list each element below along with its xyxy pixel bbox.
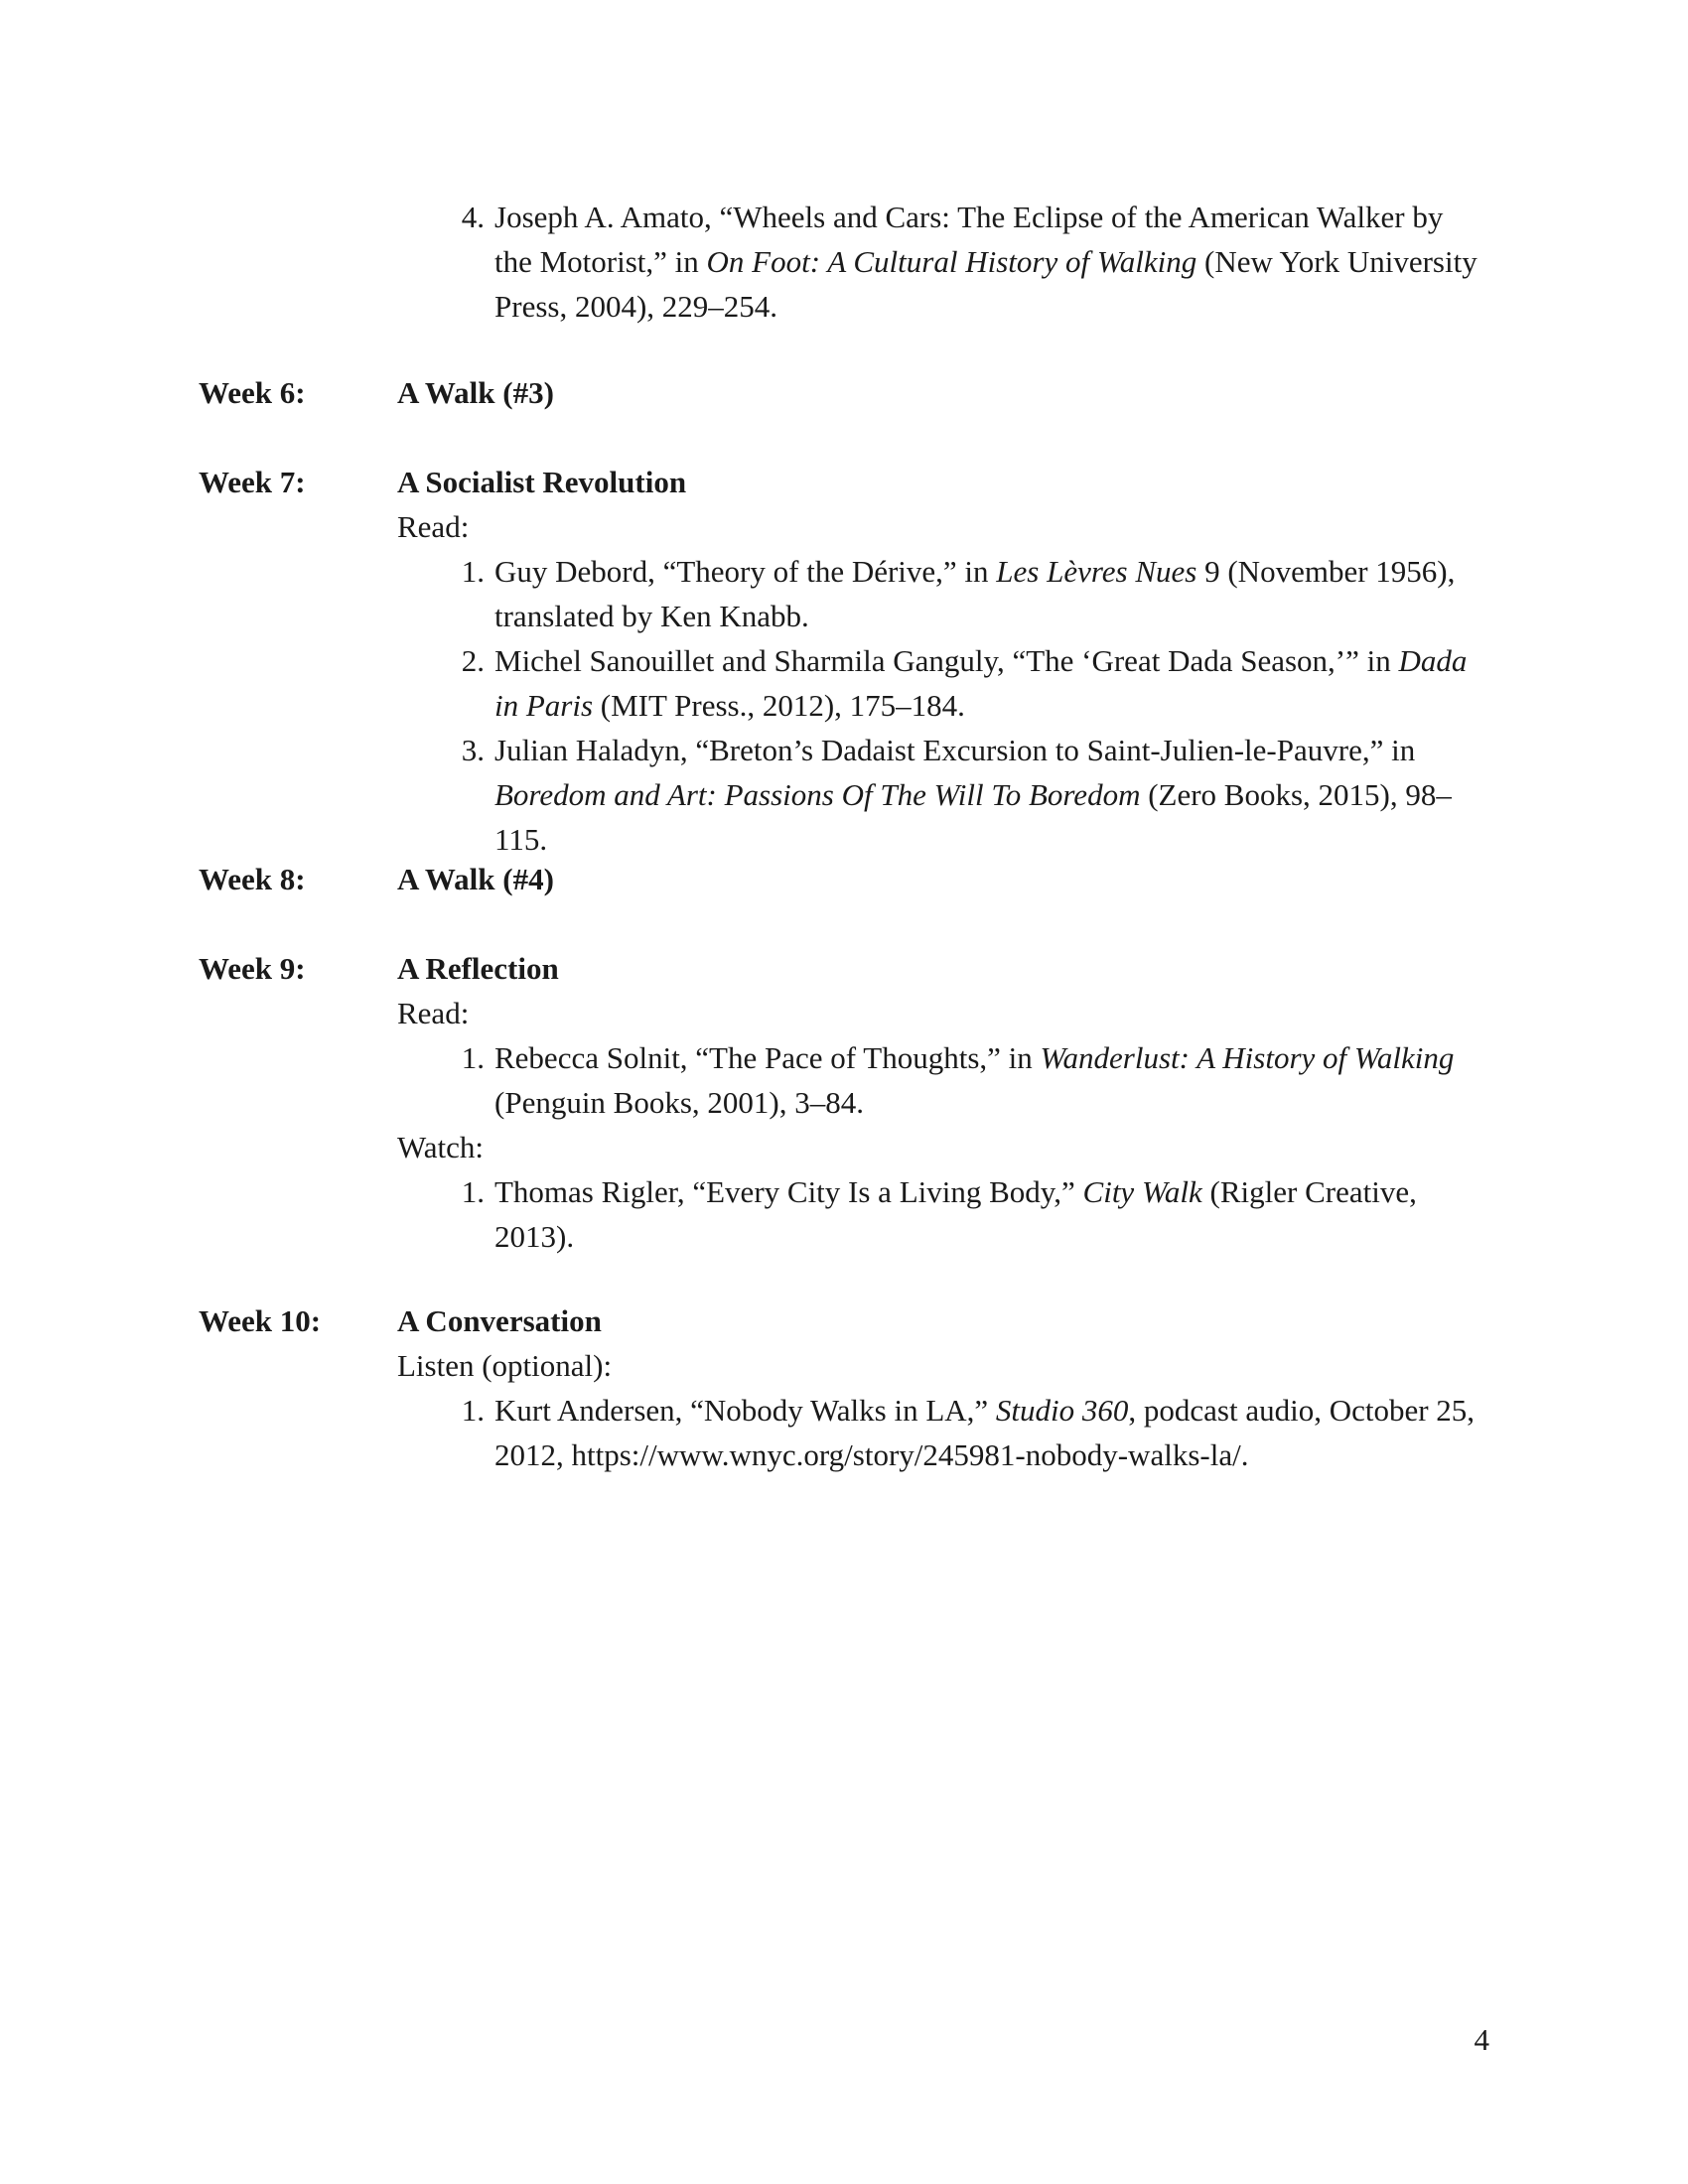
read-label: Read: (397, 996, 470, 1030)
week-9-title: A Reflection (397, 951, 559, 986)
list-number: 1. (461, 1040, 485, 1075)
reading-item (461, 638, 1487, 728)
citation-title: Wanderlust: A History of Walking (1040, 1040, 1455, 1075)
citation-text: Kurt Andersen, “Nobody Walks in LA,” (494, 1393, 996, 1428)
citation-text: (MIT Press., 2012), 175–184. (593, 688, 965, 723)
citation-text: (New York University Press, 2004), 229–254. (494, 244, 1477, 324)
list-number: 2. (461, 643, 485, 678)
list-number: 1. (461, 1174, 485, 1209)
reading-item (461, 195, 1487, 329)
list-number: 1. (461, 1393, 485, 1428)
citation-title: Studio 360 (995, 1393, 1129, 1428)
list-number: 3. (461, 733, 485, 767)
citation-text: Rebecca Solnit, “The Pace of Thoughts,” in (494, 1040, 1041, 1075)
week-6-title: A Walk (#3) (397, 375, 554, 410)
watch-item (461, 1169, 1487, 1259)
week-7-title: A Socialist Revolution (397, 465, 687, 499)
citation-text: (Zero Books, 2015), 98–115. (494, 777, 1452, 857)
read-label: Read: (397, 509, 470, 544)
reading-item (461, 1035, 1487, 1125)
citation-text: Guy Debord, “Theory of the Dérive,” in (494, 554, 997, 589)
citation-title: Dada in Paris (494, 643, 1468, 723)
citation-text: Michel Sanouillet and Sharmila Ganguly, “The ‘Great Dada Season,’” in (494, 643, 1399, 678)
listen-label: Listen (optional): (397, 1348, 613, 1383)
week-7-label: Week 7: (199, 465, 306, 499)
reading-item (461, 549, 1487, 638)
citation-title: City Walk (1082, 1174, 1202, 1209)
reading-item (461, 728, 1487, 862)
week-6-label: Week 6: (199, 375, 306, 410)
list-number: 4. (461, 200, 485, 234)
citation-text: (Penguin Books, 2001), 3–84. (494, 1085, 864, 1120)
week-8-title: A Walk (#4) (397, 862, 554, 896)
citation-text: Julian Haladyn, “Breton’s Dadaist Excursion to Saint-Julien-le-Pauvre,” in (494, 733, 1416, 767)
citation-text: 9 (November 1956), translated by Ken Knabb. (494, 554, 1456, 633)
citation-title: On Foot: A Cultural History of Walking (706, 244, 1197, 279)
citation-text: , podcast audio, October 25, 2012, https://www.wnyc.org/story/245981-nobody-walks-la/. (494, 1393, 1476, 1472)
page-number: 4 (1474, 2022, 1489, 2057)
listen-item (461, 1388, 1487, 1477)
citation-text: Thomas Rigler, “Every City Is a Living Body,” (494, 1174, 1083, 1209)
watch-label: Watch: (397, 1130, 485, 1164)
citation-title: Les Lèvres Nues (996, 554, 1197, 589)
citation-text: (Rigler Creative, 2013). (494, 1174, 1417, 1254)
week-9-label: Week 9: (199, 951, 306, 986)
citation-text: Joseph A. Amato, “Wheels and Cars: The Eclipse of the American Walker by the Motorist,” in (494, 200, 1444, 279)
week-8-label: Week 8: (199, 862, 306, 896)
citation-title: Boredom and Art: Passions Of The Will To Boredom (494, 777, 1141, 812)
week-10-label: Week 10: (199, 1303, 322, 1338)
list-number: 1. (461, 554, 485, 589)
week-10-title: A Conversation (397, 1303, 602, 1338)
